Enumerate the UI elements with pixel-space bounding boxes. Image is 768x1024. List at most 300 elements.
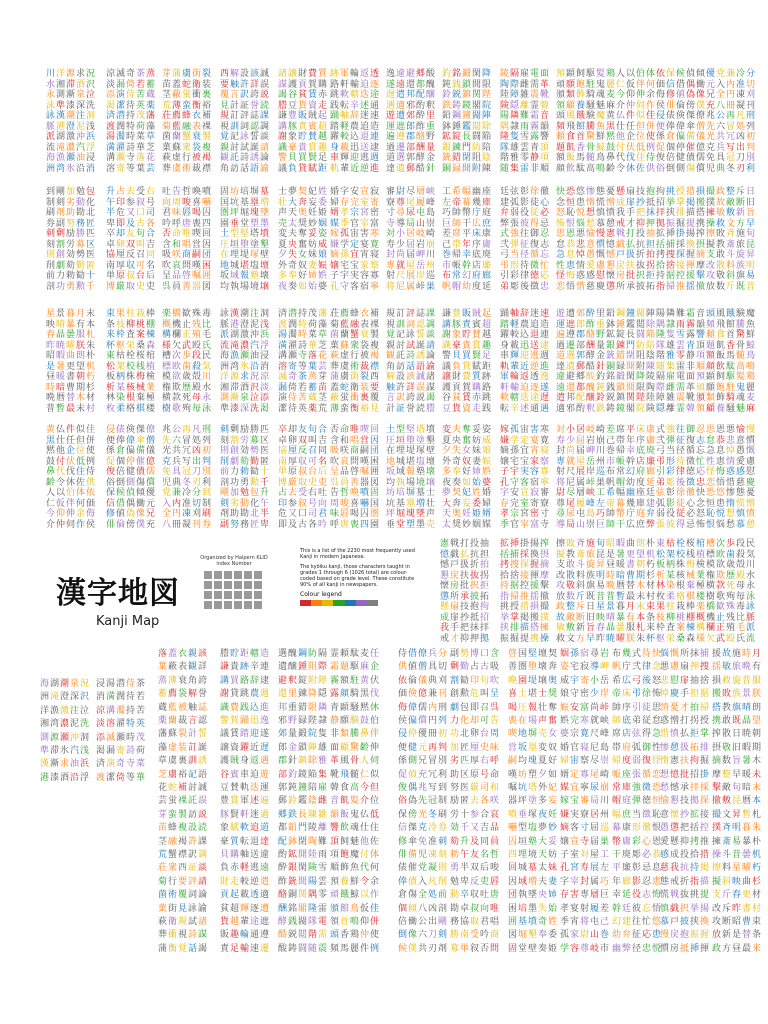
kanji-char: 衛 bbox=[192, 81, 201, 90]
kanji-char: 徐 bbox=[530, 188, 539, 197]
kanji-char: 鉱 bbox=[442, 133, 451, 142]
kanji-char: 悟 bbox=[566, 283, 575, 292]
kanji-char: 昆 bbox=[732, 797, 741, 806]
kanji-char: 歴 bbox=[182, 384, 191, 393]
kanji-char: 弾 bbox=[666, 437, 675, 446]
kanji-char: 誓 bbox=[198, 730, 207, 739]
kanji-char: 岩 bbox=[586, 437, 595, 446]
kanji-char: 衰 bbox=[192, 133, 201, 142]
kanji-char: 悲 bbox=[660, 677, 669, 686]
kanji-char: 沖 bbox=[250, 331, 259, 340]
kanji-char: 択 bbox=[636, 272, 645, 281]
kanji-char: 験 bbox=[586, 112, 595, 121]
kanji-char: 幸 bbox=[462, 251, 471, 260]
kanji-char: 鼓 bbox=[606, 144, 615, 153]
kanji-char: 昼 bbox=[732, 945, 741, 954]
kanji-char: 類 bbox=[706, 394, 715, 403]
kanji-char: 賓 bbox=[472, 321, 481, 330]
kanji-char: 道 bbox=[556, 352, 565, 361]
kanji-char: 革 bbox=[686, 384, 695, 393]
kanji-char: 廃 bbox=[482, 251, 491, 260]
kanji-char: 殻 bbox=[736, 561, 745, 570]
kanji-char: 冬 bbox=[726, 165, 735, 174]
kanji-char: 潔 bbox=[106, 774, 115, 783]
kanji-char: 佐 bbox=[76, 479, 85, 488]
kanji-char: 露 bbox=[686, 331, 695, 340]
kanji-char: 敏 bbox=[722, 663, 731, 672]
kanji-char: 騎 bbox=[350, 690, 359, 699]
kanji-char: 跳 bbox=[240, 690, 249, 699]
kanji-char: 庫 bbox=[622, 784, 631, 793]
kanji-char: 潮 bbox=[66, 112, 75, 121]
kanji-char: 封 bbox=[556, 447, 565, 456]
kanji-char: 当 bbox=[510, 251, 519, 260]
kanji-char: 蒲 bbox=[330, 373, 339, 382]
kanji-char: 回 bbox=[202, 230, 211, 239]
kanji-char: 宰 bbox=[520, 521, 529, 530]
kanji-char: 持 bbox=[126, 112, 135, 121]
kanji-char: 忠 bbox=[642, 945, 651, 954]
kanji-char: 起 bbox=[230, 891, 239, 900]
kanji-char: 付 bbox=[360, 851, 369, 860]
kanji-char: 設 bbox=[396, 373, 405, 382]
kanji-char: 役 bbox=[666, 510, 675, 519]
kanji-char: 棋 bbox=[136, 405, 145, 414]
kanji-char: 寿 bbox=[580, 864, 589, 873]
kanji-char: 侯 bbox=[86, 521, 95, 530]
kanji-char: 党 bbox=[418, 864, 427, 873]
kanji-char: 蘇 bbox=[172, 144, 181, 153]
kanji-char: 遮 bbox=[396, 123, 405, 132]
kanji-char: 麦 bbox=[360, 650, 369, 659]
kanji-char: 英 bbox=[298, 405, 307, 414]
kanji-char: 遠 bbox=[556, 384, 565, 393]
kanji-char: 透 bbox=[530, 373, 539, 382]
kanji-char: 訪 bbox=[230, 165, 239, 174]
kanji-char: 遊 bbox=[556, 310, 565, 319]
mini-grid-cell bbox=[214, 581, 222, 589]
kanji-char: 延 bbox=[646, 479, 655, 488]
kanji-char: 宙 bbox=[520, 426, 529, 435]
kanji-char: 嫌 bbox=[330, 241, 339, 250]
kanji-char: 告 bbox=[490, 717, 499, 726]
kanji-char: 隷 bbox=[318, 717, 327, 726]
kanji-char: 小 bbox=[396, 230, 405, 239]
kanji-char: 豆 bbox=[220, 784, 229, 793]
kanji-char: 警 bbox=[220, 717, 229, 726]
kanji-char: 飼 bbox=[716, 373, 725, 382]
kanji-char: 頭 bbox=[330, 931, 339, 940]
kanji-char: 宣 bbox=[570, 838, 579, 847]
kanji-char: 釣 bbox=[442, 70, 451, 79]
kanji-char: 装 bbox=[178, 744, 187, 753]
kanji-char: 錯 bbox=[452, 154, 461, 163]
kanji-char: 時 bbox=[606, 572, 615, 581]
kanji-char: 吉 bbox=[146, 241, 155, 250]
kanji-char: 喜 bbox=[192, 199, 201, 208]
kanji-char: 勧 bbox=[250, 468, 259, 477]
kanji-char: 悼 bbox=[576, 251, 585, 260]
kanji-char: 撲 bbox=[540, 614, 549, 623]
kanji-char: 幾 bbox=[622, 650, 631, 659]
kanji-char: 川 bbox=[746, 561, 755, 570]
kanji-char: 髪 bbox=[596, 70, 605, 79]
kanji-char: 済 bbox=[96, 760, 105, 769]
kanji-char: 造 bbox=[260, 650, 269, 659]
kanji-char: 馬 bbox=[726, 352, 735, 361]
kanji-char: 板 bbox=[106, 373, 115, 382]
kanji-char: 勲 bbox=[460, 690, 469, 699]
kanji-char: 放 bbox=[706, 283, 715, 292]
kanji-char: 栓 bbox=[676, 540, 685, 549]
kanji-char: 係 bbox=[106, 447, 115, 456]
kanji-char: 鼓 bbox=[360, 717, 369, 726]
kanji-char: 逸 bbox=[386, 70, 395, 79]
kanji-char: 木 bbox=[636, 582, 645, 591]
kanji-char: 国 bbox=[518, 650, 527, 659]
kanji-char: 均 bbox=[518, 757, 527, 766]
kanji-char: 術 bbox=[350, 363, 359, 372]
kanji-char: 忍 bbox=[540, 230, 549, 239]
kanji-char: 枝 bbox=[116, 321, 125, 330]
kanji-char: 違 bbox=[396, 70, 405, 79]
kanji-char: 圧 bbox=[220, 241, 229, 250]
kanji-char: 恭 bbox=[652, 851, 661, 860]
kanji-char: 但 bbox=[636, 123, 645, 132]
kanji-char: 掌 bbox=[676, 199, 685, 208]
kanji-char: 企 bbox=[370, 663, 379, 672]
kanji-char: 夕 bbox=[538, 771, 547, 780]
kanji-char: 敵 bbox=[566, 614, 575, 623]
kanji-char: 和 bbox=[172, 241, 181, 250]
kanji-char: 黄 bbox=[360, 677, 369, 686]
kanji-char: 遂 bbox=[386, 81, 395, 90]
kanji-char: 去 bbox=[126, 188, 135, 197]
kanji-char: 韻 bbox=[540, 123, 549, 132]
kanji-char: 遍 bbox=[556, 331, 565, 340]
kanji-char: 州 bbox=[426, 262, 435, 271]
kanji-char: 態 bbox=[596, 188, 605, 197]
kanji-char: 峡 bbox=[586, 489, 595, 498]
kanji-char: 位 bbox=[370, 797, 379, 806]
kanji-char: 革 bbox=[330, 757, 339, 766]
kanji-char: 費 bbox=[462, 373, 471, 382]
kanji-char: 墳 bbox=[528, 918, 537, 927]
kanji-char: 妃 bbox=[462, 489, 471, 498]
kanji-char: 衰 bbox=[360, 331, 369, 340]
kanji-char: 薄 bbox=[330, 405, 339, 414]
kanji-char: 特 bbox=[298, 321, 307, 330]
kanji-char: 泣 bbox=[86, 91, 95, 100]
kanji-char: 昆 bbox=[746, 241, 755, 250]
kanji-char: 鐘 bbox=[462, 112, 471, 121]
kanji-char: 彼 bbox=[666, 521, 675, 530]
kanji-char: 指 bbox=[656, 283, 665, 292]
kanji-char: 離 bbox=[520, 102, 529, 111]
kanji-char: 林 bbox=[656, 582, 665, 591]
kanji-char: 囚 bbox=[360, 510, 369, 519]
kanji-char: 寄 bbox=[288, 363, 297, 372]
kanji-char: 就 bbox=[590, 717, 599, 726]
kanji-char: 麦 bbox=[746, 394, 755, 403]
kanji-char: 某 bbox=[116, 384, 125, 393]
kanji-char: 憶 bbox=[606, 241, 615, 250]
kanji-char: 技 bbox=[460, 603, 469, 612]
kanji-char: 左 bbox=[600, 864, 609, 873]
kanji-char: 揮 bbox=[686, 262, 695, 271]
kanji-char: 記 bbox=[188, 771, 197, 780]
kanji-char: 計 bbox=[230, 102, 239, 111]
kanji-char: 迅 bbox=[250, 717, 259, 726]
kanji-char: 債 bbox=[686, 154, 695, 163]
kanji-char: 壁 bbox=[260, 251, 269, 260]
kanji-char: 隔 bbox=[510, 70, 519, 79]
kanji-char: 彰 bbox=[520, 188, 529, 197]
kanji-char: 鈍 bbox=[442, 81, 451, 90]
kanji-char: 惨 bbox=[726, 489, 735, 498]
kanji-char: 侮 bbox=[86, 510, 95, 519]
kanji-char: 婦 bbox=[482, 500, 491, 509]
kanji-char: 挙 bbox=[690, 905, 699, 914]
kanji-char: 曇 bbox=[742, 851, 751, 860]
kanji-char: 又 bbox=[288, 510, 297, 519]
kanji-char: 商 bbox=[182, 251, 191, 260]
kanji-char: 嚇 bbox=[202, 199, 211, 208]
kanji-char: 倍 bbox=[666, 154, 675, 163]
kanji-char: 因 bbox=[370, 437, 379, 446]
kanji-char: 努 bbox=[450, 784, 459, 793]
kanji-char: 消 bbox=[86, 165, 95, 174]
kanji-char: 固 bbox=[508, 945, 517, 954]
kanji-char: 寮 bbox=[580, 811, 589, 820]
kanji-char: 払 bbox=[680, 730, 689, 739]
kanji-char: 親 bbox=[188, 650, 197, 659]
kanji-char: 志 bbox=[696, 437, 705, 446]
kanji-char: 豪 bbox=[288, 144, 297, 153]
kanji-char: 奴 bbox=[462, 458, 471, 467]
kanji-char: 雄 bbox=[666, 342, 675, 351]
kanji-char: 倉 bbox=[666, 133, 675, 142]
kanji-char: 芽 bbox=[318, 373, 327, 382]
kanji-char: 提 bbox=[686, 220, 695, 229]
kanji-char: 待 bbox=[642, 650, 651, 659]
kanji-char: 撮 bbox=[706, 188, 715, 197]
kanji-char: 拘 bbox=[690, 757, 699, 766]
kanji-char: 鳴 bbox=[746, 363, 755, 372]
kanji-char: 飯 bbox=[716, 352, 725, 361]
kanji-char: 黙 bbox=[606, 133, 615, 142]
kanji-char: 倚 bbox=[116, 774, 125, 783]
kanji-char: 怖 bbox=[652, 690, 661, 699]
kanji-char: 控 bbox=[676, 272, 685, 281]
kanji-char: 張 bbox=[656, 521, 665, 530]
kanji-char: 速 bbox=[370, 112, 379, 121]
kanji-char: 湾 bbox=[56, 165, 65, 174]
kanji-char: 批 bbox=[626, 272, 635, 281]
kanji-char: 善 bbox=[182, 283, 191, 292]
kanji-char: 貨 bbox=[298, 102, 307, 111]
kanji-char: 排 bbox=[676, 209, 685, 218]
kanji-char: 暦 bbox=[56, 394, 65, 403]
kanji-char: 還 bbox=[566, 384, 575, 393]
kanji-char: 喜 bbox=[508, 690, 517, 699]
kanji-char: 偉 bbox=[126, 437, 135, 446]
kanji-char: 本 bbox=[752, 797, 761, 806]
kanji-char: 怪 bbox=[652, 757, 661, 766]
kanji-char: 昇 bbox=[746, 251, 755, 260]
kanji-char: 渡 bbox=[278, 321, 287, 330]
kanji-char: 遠 bbox=[396, 81, 405, 90]
kanji-char: 芽 bbox=[158, 811, 167, 820]
kanji-char: 整 bbox=[566, 603, 575, 612]
kanji-char: 譲 bbox=[220, 744, 229, 753]
kanji-char: 閉 bbox=[298, 838, 307, 847]
kanji-char: 洋 bbox=[220, 373, 229, 382]
kanji-char: 魅 bbox=[350, 838, 359, 847]
kanji-char: 仲 bbox=[626, 102, 635, 111]
kanji-char: 洲 bbox=[220, 363, 229, 372]
kanji-char: 岐 bbox=[590, 945, 599, 954]
kanji-char: 拾 bbox=[690, 851, 699, 860]
kanji-char: 害 bbox=[360, 230, 369, 239]
kanji-char: 最 bbox=[66, 405, 75, 414]
kanji-char: 銭 bbox=[452, 81, 461, 90]
kanji-char: 遮 bbox=[566, 321, 575, 330]
kanji-char: 暑 bbox=[742, 757, 751, 766]
kanji-char: 易 bbox=[596, 582, 605, 591]
kanji-char: 塁 bbox=[406, 500, 415, 509]
kanji-char: 藍 bbox=[340, 321, 349, 330]
kanji-char: 技 bbox=[636, 188, 645, 197]
kanji-char: 信 bbox=[666, 81, 675, 90]
kanji-char: 蓋 bbox=[330, 384, 339, 393]
kanji-char: 原 bbox=[288, 468, 297, 477]
kanji-char: 流 bbox=[220, 342, 229, 351]
kanji-char: 冒 bbox=[182, 437, 191, 446]
kanji-char: 伯 bbox=[66, 489, 75, 498]
kanji-char: 厘 bbox=[288, 447, 297, 456]
kanji-char: 恒 bbox=[706, 500, 715, 509]
kanji-char: 沿 bbox=[70, 774, 79, 783]
kanji-char: 是 bbox=[606, 551, 615, 560]
kanji-char: 隔 bbox=[318, 650, 327, 659]
kanji-char: 慈 bbox=[660, 864, 669, 873]
kanji-char: 貢 bbox=[298, 81, 307, 90]
kanji-char: 幼 bbox=[626, 479, 635, 488]
kanji-char: 尚 bbox=[590, 704, 599, 713]
kanji-char: 惰 bbox=[660, 757, 669, 766]
kanji-char: 加 bbox=[66, 188, 75, 197]
kanji-char: 尉 bbox=[556, 489, 565, 498]
kanji-char: 天 bbox=[442, 510, 451, 519]
kanji-char: 折 bbox=[680, 878, 689, 887]
kanji-char: 嘆 bbox=[192, 262, 201, 271]
kanji-char: 薬 bbox=[146, 102, 155, 111]
kanji-char: 参 bbox=[288, 500, 297, 509]
kanji-char: 駐 bbox=[350, 677, 359, 686]
kanji-char: 懲 bbox=[670, 824, 679, 833]
kanji-char: 勘 bbox=[76, 209, 85, 218]
kanji-char: 医 bbox=[460, 784, 469, 793]
kanji-char: 師 bbox=[612, 717, 621, 726]
kanji-char: 期 bbox=[76, 384, 85, 393]
kanji-char: 避 bbox=[406, 70, 415, 79]
kanji-char: 刑 bbox=[202, 426, 211, 435]
kanji-char: 岳 bbox=[586, 458, 595, 467]
kanji-char: 春 bbox=[596, 624, 605, 633]
kanji-char: 間 bbox=[472, 81, 481, 90]
kanji-char: 昇 bbox=[596, 561, 605, 570]
kanji-char: 麗 bbox=[746, 384, 755, 393]
kanji-char: 銀 bbox=[606, 342, 615, 351]
kanji-char: 式 bbox=[500, 230, 509, 239]
kanji-char: 十 bbox=[260, 468, 269, 477]
kanji-char: 尚 bbox=[396, 251, 405, 260]
kanji-char: 方 bbox=[736, 220, 745, 229]
kanji-char: 核 bbox=[126, 384, 135, 393]
kanji-char: 暑 bbox=[56, 363, 65, 372]
kanji-char: 都 bbox=[576, 384, 585, 393]
kanji-char: 触 bbox=[386, 384, 395, 393]
kanji-char: 労 bbox=[450, 811, 459, 820]
kanji-char: 景 bbox=[606, 603, 615, 612]
kanji-char: 旧 bbox=[746, 199, 755, 208]
kanji-char: 使 bbox=[370, 931, 379, 940]
kanji-char: 隻 bbox=[510, 133, 519, 142]
kanji-char: 彫 bbox=[632, 851, 641, 860]
kanji-char: 韻 bbox=[330, 811, 339, 820]
kanji-char: 冠 bbox=[726, 154, 735, 163]
kanji-char: 距 bbox=[240, 650, 249, 659]
kanji-char: 塩 bbox=[528, 824, 537, 833]
kanji-char: 岩 bbox=[600, 650, 609, 659]
kanji-char: 寛 bbox=[370, 241, 379, 250]
kanji-char: 各 bbox=[480, 797, 489, 806]
kanji-char: 広 bbox=[626, 521, 635, 530]
kanji-char: 場 bbox=[528, 717, 537, 726]
kanji-char: 月 bbox=[76, 310, 85, 319]
kanji-char: 護 bbox=[288, 81, 297, 90]
kanji-char: 校 bbox=[676, 551, 685, 560]
kanji-char: 惨 bbox=[586, 188, 595, 197]
kanji-char: 衣 bbox=[360, 310, 369, 319]
kanji-char: 墾 bbox=[426, 437, 435, 446]
kanji-char: 庫 bbox=[482, 199, 491, 208]
kanji-char: 徐 bbox=[642, 690, 651, 699]
kanji-char: 備 bbox=[686, 133, 695, 142]
kanji-char: 恩 bbox=[716, 426, 725, 435]
kanji-char: 履 bbox=[416, 199, 425, 208]
kanji-char: 骨 bbox=[350, 757, 359, 766]
kanji-char: 幻 bbox=[626, 468, 635, 477]
kanji-char: 劾 bbox=[240, 458, 249, 467]
kanji-char: 嫌 bbox=[560, 811, 569, 820]
kanji-char: 出 bbox=[736, 144, 745, 153]
kanji-char: 酔 bbox=[416, 112, 425, 121]
kanji-char: 題 bbox=[340, 663, 349, 672]
kanji-char: 奉 bbox=[538, 931, 547, 940]
mini-grid-cell bbox=[234, 591, 242, 599]
kanji-char: 娘 bbox=[560, 690, 569, 699]
kanji-char: 誌 bbox=[198, 704, 207, 713]
kanji-char: 囚 bbox=[202, 209, 211, 218]
mini-grid-cell bbox=[244, 581, 252, 589]
kanji-char: 思 bbox=[556, 230, 565, 239]
kanji-char: 朴 bbox=[752, 838, 761, 847]
kanji-char: 防 bbox=[636, 342, 645, 351]
kanji-char: 布 bbox=[442, 272, 451, 281]
kanji-char: 嫌 bbox=[500, 437, 509, 446]
